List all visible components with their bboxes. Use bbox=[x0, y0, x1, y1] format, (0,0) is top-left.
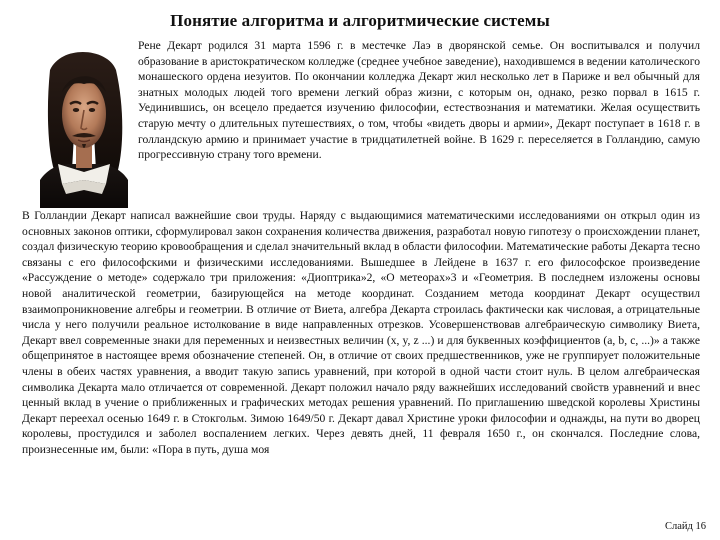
paragraph-biography-holland: В Голландии Декарт написал важнейшие свои труды. Наряду с выдающимися математическими исследованиями он открыл один из основных законов оптики, сформулировал закон сохранения количества движения, разработал новую гипотезу о происхождении планет, создал физическую теорию кровообращения и сделал значительный вклад в области философии. Математические работы Декарта тесно связаны с его философскими и физическими исследованиями. Вышедшее в Лейдене в 1637 г. его философское произведение «Рассуждение о методе» содержало три приложения: «Диоптрика»2, «О метеорах»3 и «Геометрия. В последнем изложены основы новой аналитической геометрии, базирующейся на методе координат. Созданием метода координат Декарт осуществил взаимопроникновение алгебры и геометрии. В отличие от Виета, алгебра Декарта строилась фактически как числовая, а отрицательные числа у него получили реальное истолкование в виде направленных отрезков. Усовершенствовав алгебраическую символику Виета, Декарт ввел современные знаки для переменных и неизвестных величин (x, y, z ...) и для буквенных коэффициентов (a, b, c, ...)» а также общепринятое в настоящее время обозначение степеней. Он, в отличие от своих предшественников, уже не группирует положительные члены в обеих частях уравнения, а вводит такую запись уравнений, при которой в одной части стоит нуль. В целом алгебраическая символика Декарта мало отличается от современной. Декарт положил начало ряду важнейших исследований свойств уравнений и внес ценный вклад в учение о приближенных и графических методах решения уравнений. По приглашению шведской королевы Христины Декарт переехал осенью 1649 г. в Стокгольм. Зимою 1649/50 г. Декарт давал Христине уроки философии и однажды, на пути во дворец королевы, простудился и заболел воспалением легких. Через девять дней, 11 февраля 1650 г., он скончался. Последние слова, произнесенные им, были: «Пора в путь, душа моя bbox=[22, 209, 700, 456]
portrait-spacer bbox=[22, 38, 138, 208]
slide-number: Слайд 16 bbox=[665, 521, 706, 532]
slide-body bbox=[22, 38, 700, 458]
paragraph-biography-early: Рене Декарт родился 31 марта 1596 г. в местечке Лаэ в дворянской семье. Он воспитывался и получил образование в аристократическом колледже (среднее учебное заведение), находившемся в ведении католического монашеского ордена иезуитов. По окончании колледжа Декарт жил несколько лет в Париже и вел обычный для знатных молодых людей того времени легкий образ жизни, с которым он, однако, резко порвал в 1615 г. Уединившись, он всецело предается изучению философии, естествознания и математики. Желая осуществить старую мечту о длительных путешествиях, о том, чтобы «видеть дворы и армии», Декарт поступает в 1618 г. в голландскую армию и принимает участие в тридцатилетней войне. В 1629 г. переселяется в Голландию, самую прогрессивную страну того времени. bbox=[138, 39, 700, 162]
slide-title: Понятие алгоритма и алгоритмические системы bbox=[170, 11, 550, 30]
